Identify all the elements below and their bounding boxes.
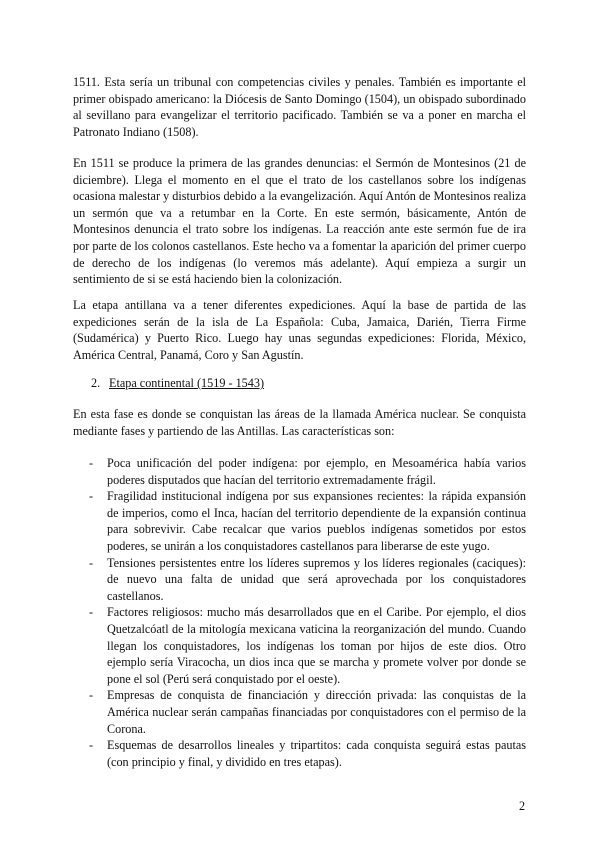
- section-title: Etapa continental (1519 - 1543): [109, 376, 265, 390]
- characteristics-list: [73, 455, 526, 770]
- paragraph-etapa-antillana: La etapa antillana va a tener diferentes expediciones. Aquí la base de partida de las expediciones serán de la isla de La Española: Cuba, Jamaica, Darién, Tierra Firme (Sudamérica) y Puerto Rico. Luego hay unas segundas expediciones: Florida, México, América Central, Panamá, Coro y San Agustín.: [73, 298, 526, 362]
- list-item: [73, 604, 526, 687]
- list-item: [73, 737, 526, 770]
- list-item-text: Fragilidad institucional indígena por sus expansiones recientes: la rápida expansión de imperios, como el Inca, hacían del territorio dependiente de la expansión continua para sobrevivir. Cabe recalcar que varios pueblos indígenas sometidos por estos poderes, se unirán a los conquistadores castellanos para liberarse de este yugo.: [107, 489, 526, 553]
- section-heading: [91, 375, 264, 392]
- list-item: [73, 687, 526, 737]
- list-item: [73, 555, 526, 605]
- list-item-text: Poca unificación del poder indígena: por ejemplo, en Mesoamérica había varios poderes disputados que hacían del territorio extremadamente frágil.: [107, 456, 526, 487]
- bullet-dash: -: [89, 489, 94, 504]
- paragraph-audiencia: 1511. Esta sería un tribunal con competencias civiles y penales. También es importante el primer obispado americano: la Diócesis de Santo Domingo (1504), un obispado subordinado al sevillano para evangelizar el territorio pacificado. También se va a poner en marcha el Patronato Indiano (1508).: [73, 75, 526, 139]
- bullet-dash: -: [89, 456, 94, 470]
- paragraph-sermon-montesinos: En 1511 se produce la primera de las grandes denuncias: el Sermón de Montesinos (21 de diciembre). Llega el momento en el que el trato de los castellanos sobre los indígenas ocasiona malestar y disturbios debido a la evangelización. Aquí Antón de Montesinos realiza un sermón que va a retumbar en la Corte. En este sermón, básicamente, Antón de Montesinos denuncia el trato sobre los indígenas. La reacción ante este sermón fue de ira por parte de los colonos castellanos. Este hecho va a fomentar la aparición del primer cuerpo de derecho de los indígenas (lo veremos más adelante). Aquí empieza a surgir un sentimiento de si se está haciendo bien la colonización.: [73, 156, 526, 287]
- paragraph-intro-continental: En esta fase es donde se conquistan las áreas de la llamada América nuclear. Se conquista mediante fases y partiendo de las Antillas. Las características son:: [73, 407, 526, 438]
- list-item: [73, 488, 526, 554]
- list-item-text: Factores religiosos: mucho más desarrollados que en el Caribe. Por ejemplo, el dios Quetzalcóatl de la mitología mexicana vaticina la reorganización del mundo. Cuando llegan los conquistadores, los indígenas los toman por hijos de este dios. Otro ejemplo sería Viracocha, un dios inca que se marcha y promete volver por donde se pone el sol (Perú será conquistado por el oeste).: [107, 605, 526, 686]
- list-item-text: Tensiones persistentes entre los líderes supremos y los líderes regionales (caciques): de nuevo una falta de unidad que será aprovechada por los conquistadores castellanos.: [107, 555, 526, 603]
- section-number: 2.: [91, 376, 101, 390]
- list-item: [73, 455, 526, 488]
- list-item-text: Empresas de conquista de financiación y dirección privada: las conquistas de la América nuclear serán campañas financiadas por conquistadores con el permiso de la Corona.: [107, 688, 526, 736]
- list-item-text: Esquemas de desarrollos lineales y tripartitos: cada conquista seguirá estas pautas (con principio y final, y dividido en tres etapas).: [107, 738, 526, 769]
- bullet-dash: -: [89, 738, 94, 753]
- bullet-dash: -: [89, 605, 94, 620]
- bullet-dash: -: [89, 555, 94, 570]
- bullet-dash: -: [89, 688, 94, 703]
- page-number: 2: [519, 799, 526, 813]
